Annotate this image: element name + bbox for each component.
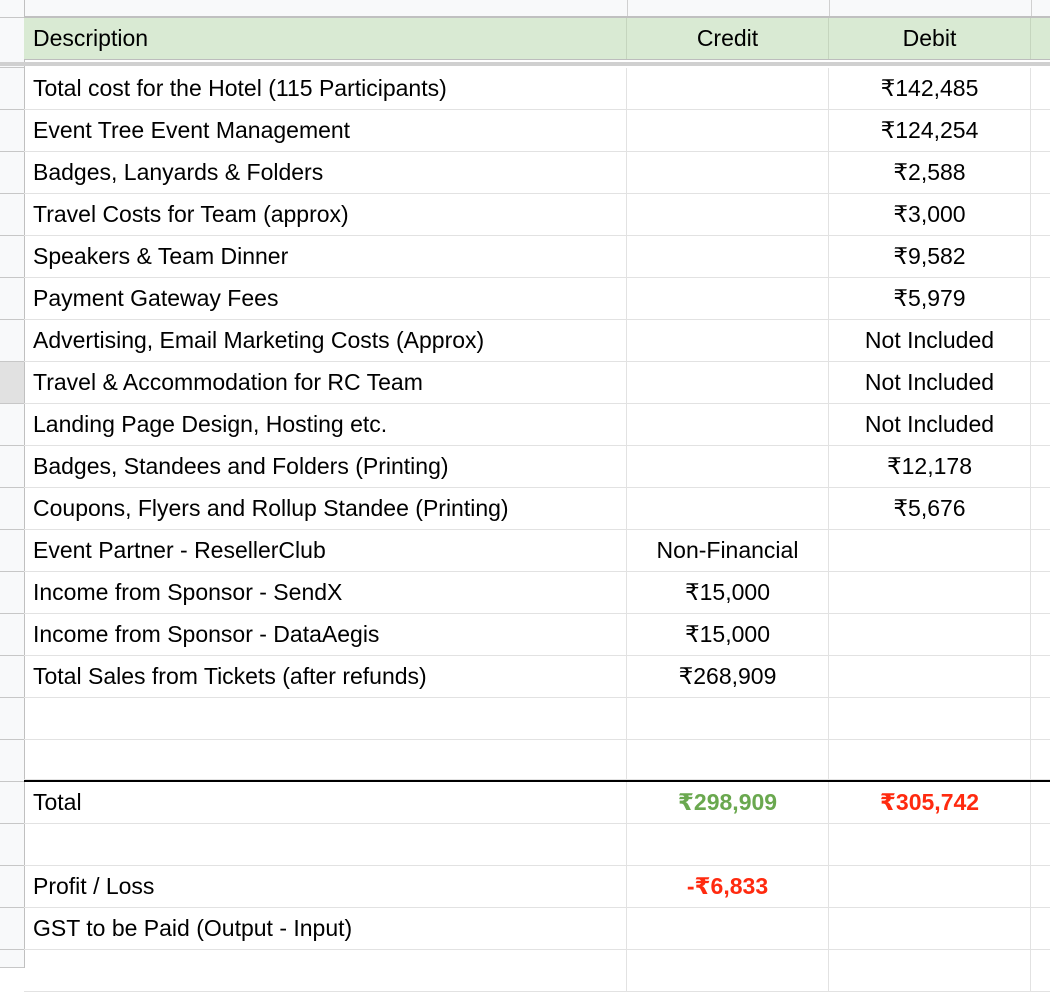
- gst-debit[interactable]: [829, 908, 1031, 949]
- table-row: [24, 446, 1050, 488]
- cell-credit[interactable]: [627, 110, 829, 151]
- cell-description[interactable]: [24, 740, 627, 779]
- cell-description[interactable]: Speakers & Team Dinner: [24, 236, 627, 277]
- row-header[interactable]: [0, 950, 24, 968]
- row-header[interactable]: [0, 530, 24, 572]
- cell-description[interactable]: Badges, Lanyards & Folders: [24, 152, 627, 193]
- column-divider: [627, 0, 628, 16]
- cell-credit[interactable]: [627, 68, 829, 109]
- row-header[interactable]: [0, 446, 24, 488]
- cell-credit[interactable]: [627, 404, 829, 445]
- table-row: [24, 530, 1050, 572]
- profit-loss-row: [24, 866, 1050, 908]
- cell-debit[interactable]: ₹5,979: [829, 278, 1031, 319]
- cell-debit[interactable]: [829, 614, 1031, 655]
- row-header[interactable]: [0, 278, 24, 320]
- cell-description[interactable]: Income from Sponsor - SendX: [24, 572, 627, 613]
- cell-credit[interactable]: ₹15,000: [627, 572, 829, 613]
- cell-description[interactable]: Travel Costs for Team (approx): [24, 194, 627, 235]
- row-header[interactable]: [0, 18, 24, 68]
- header-description[interactable]: Description: [24, 18, 627, 59]
- blank-row: [24, 698, 1050, 740]
- row-header[interactable]: [0, 0, 24, 18]
- cell-description[interactable]: Travel & Accommodation for RC Team: [24, 362, 627, 403]
- table-row: [24, 320, 1050, 362]
- row-header[interactable]: [0, 656, 24, 698]
- gst-credit[interactable]: [627, 908, 829, 949]
- cell-debit[interactable]: ₹3,000: [829, 194, 1031, 235]
- gst-row: [24, 908, 1050, 950]
- cell-credit[interactable]: [627, 194, 829, 235]
- row-header[interactable]: [0, 572, 24, 614]
- cell-credit[interactable]: [627, 950, 829, 991]
- row-header[interactable]: [0, 320, 24, 362]
- table-row: [24, 656, 1050, 698]
- cell-credit[interactable]: ₹268,909: [627, 656, 829, 697]
- header-extra-cell[interactable]: [1031, 18, 1050, 59]
- table-row: [24, 194, 1050, 236]
- row-header[interactable]: [0, 68, 24, 110]
- cell-description[interactable]: Income from Sponsor - DataAegis: [24, 614, 627, 655]
- cell-debit[interactable]: ₹9,582: [829, 236, 1031, 277]
- row-header[interactable]: [0, 362, 24, 404]
- table-row: [24, 152, 1050, 194]
- cell-credit[interactable]: [627, 320, 829, 361]
- total-credit[interactable]: ₹298,909: [627, 782, 829, 823]
- cell-description[interactable]: Payment Gateway Fees: [24, 278, 627, 319]
- cell-debit[interactable]: [829, 866, 1031, 907]
- cell-description[interactable]: Total cost for the Hotel (115 Participants): [24, 68, 627, 109]
- row-header[interactable]: [0, 236, 24, 278]
- cell-credit[interactable]: [627, 446, 829, 487]
- header-credit[interactable]: Credit: [627, 18, 829, 59]
- blank-row: [24, 824, 1050, 866]
- cell-debit[interactable]: [829, 656, 1031, 697]
- freeze-divider[interactable]: [0, 62, 1050, 66]
- cell-credit[interactable]: [627, 236, 829, 277]
- row-header[interactable]: [0, 614, 24, 656]
- row-header[interactable]: [0, 782, 24, 824]
- cell-debit[interactable]: ₹5,676: [829, 488, 1031, 529]
- cell-debit[interactable]: [829, 530, 1031, 571]
- table-row: [24, 236, 1050, 278]
- cell-credit[interactable]: [627, 362, 829, 403]
- table-row: [24, 488, 1050, 530]
- row-header-gutter[interactable]: [0, 0, 25, 968]
- cell-description[interactable]: [24, 824, 627, 865]
- cell-credit[interactable]: [627, 488, 829, 529]
- header-debit[interactable]: Debit: [829, 18, 1031, 59]
- table-row: [24, 110, 1050, 152]
- table-row: [24, 572, 1050, 614]
- cell-description[interactable]: Event Tree Event Management: [24, 110, 627, 151]
- cell-description[interactable]: [24, 698, 627, 739]
- cell-debit[interactable]: [829, 740, 1031, 779]
- row-header[interactable]: [0, 698, 24, 740]
- cell-description[interactable]: Landing Page Design, Hosting etc.: [24, 404, 627, 445]
- blank-row: [24, 740, 1050, 780]
- row-header[interactable]: [0, 908, 24, 950]
- row-header[interactable]: [0, 110, 24, 152]
- row-header[interactable]: [0, 866, 24, 908]
- cell-description[interactable]: Event Partner - ResellerClub: [24, 530, 627, 571]
- cell-credit[interactable]: ₹15,000: [627, 614, 829, 655]
- cell-debit[interactable]: [829, 824, 1031, 865]
- cell-credit[interactable]: [627, 698, 829, 739]
- total-debit[interactable]: ₹305,742: [829, 782, 1031, 823]
- header-row: [24, 18, 1050, 60]
- cell-description[interactable]: Badges, Standees and Folders (Printing): [24, 446, 627, 487]
- column-header-strip[interactable]: [24, 0, 1050, 18]
- cell-credit[interactable]: [627, 824, 829, 865]
- cell-debit[interactable]: [829, 698, 1031, 739]
- cell-debit[interactable]: Not Included: [829, 320, 1031, 361]
- row-header[interactable]: [0, 194, 24, 236]
- column-divider: [1031, 0, 1032, 16]
- cell-credit[interactable]: [627, 740, 829, 779]
- profit-loss-value[interactable]: -₹6,833: [627, 866, 829, 907]
- cell-debit[interactable]: ₹2,588: [829, 152, 1031, 193]
- cell-credit[interactable]: [627, 152, 829, 193]
- total-label[interactable]: Total: [24, 782, 627, 823]
- profit-loss-label[interactable]: Profit / Loss: [24, 866, 627, 907]
- cell-debit[interactable]: ₹12,178: [829, 446, 1031, 487]
- table-row: [24, 362, 1050, 404]
- cell-debit[interactable]: Not Included: [829, 404, 1031, 445]
- row-header[interactable]: [0, 824, 24, 866]
- row-header[interactable]: [0, 152, 24, 194]
- cell-debit[interactable]: ₹142,485: [829, 68, 1031, 109]
- table-row: [24, 68, 1050, 110]
- row-header[interactable]: [0, 404, 24, 446]
- gst-label[interactable]: GST to be Paid (Output - Input): [24, 908, 627, 949]
- cell-description[interactable]: Coupons, Flyers and Rollup Standee (Printing): [24, 488, 627, 529]
- table-row: [24, 278, 1050, 320]
- column-divider: [829, 0, 830, 16]
- row-header[interactable]: [0, 740, 24, 782]
- cell-debit[interactable]: ₹124,254: [829, 110, 1031, 151]
- cell-description[interactable]: Total Sales from Tickets (after refunds): [24, 656, 627, 697]
- cell-debit[interactable]: Not Included: [829, 362, 1031, 403]
- row-header[interactable]: [0, 488, 24, 530]
- table-row: [24, 404, 1050, 446]
- cell-credit[interactable]: Non-Financial: [627, 530, 829, 571]
- blank-row: [24, 950, 1050, 992]
- table-row: [24, 614, 1050, 656]
- cell-description[interactable]: Advertising, Email Marketing Costs (Approx): [24, 320, 627, 361]
- total-row: [24, 780, 1050, 824]
- cell-debit[interactable]: [829, 572, 1031, 613]
- cell-description[interactable]: [24, 950, 627, 991]
- cell-debit[interactable]: [829, 950, 1031, 991]
- cell-credit[interactable]: [627, 278, 829, 319]
